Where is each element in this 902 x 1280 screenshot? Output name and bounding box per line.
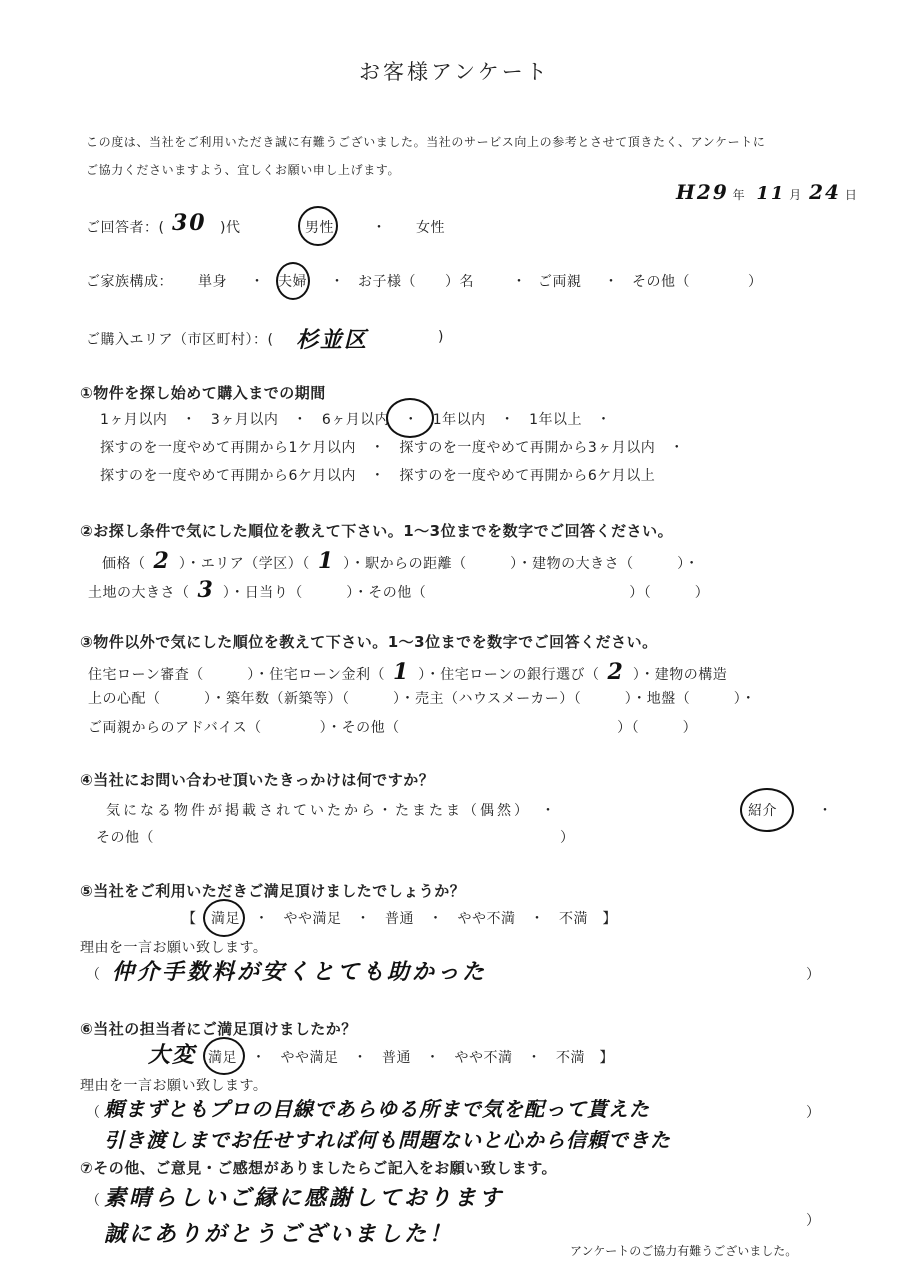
q1-line-1: 1ヶ月以内 ・ 3ヶ月以内 ・ 6ヶ月以内 ・ 1年以内 ・ 1年以上 ・ [100, 412, 612, 428]
q7-open: （ [86, 1193, 101, 1209]
q2-land-label: 土地の大きさ（ [88, 585, 190, 601]
family-children: お子様（ ）名 [358, 274, 474, 290]
q7-answer-line-1: 素晴らしいご縁に感謝しております [104, 1185, 505, 1211]
q2-line-1-rest: ）・駅からの距離（ ）・建物の大きさ（ ）・ [343, 556, 700, 572]
respondent-age-suffix: )代 [220, 220, 241, 236]
q5-title: ⑤当社をご利用いただきご満足頂けましたでしょうか？ [80, 882, 466, 900]
q7-close: ） [806, 1213, 821, 1229]
q5-answer: 仲介手数料が安くとても助かった [112, 959, 488, 985]
q3-line-1-rest: ）・建物の構造 [632, 667, 728, 683]
q5-answer-circle-mark [203, 899, 245, 937]
q2-land-rank: 3 [197, 577, 215, 603]
q3-line-2: 上の心配（ ）・築年数（新築等）（ ）・売主（ハウスメーカー）（ ）・地盤（ ）・ [88, 691, 756, 707]
q2-price-label: 価格（ [102, 556, 146, 572]
footer-thanks: アンケートのご協力有難うございました。 [570, 1244, 798, 1258]
q6-title: ⑥当社の担当者にご満足頂けましたか？ [80, 1020, 357, 1038]
family-parents: ご両親 [538, 274, 582, 290]
gender-male: 男性 [305, 220, 334, 236]
q1-line-3: 探すのを一度やめて再開から6ケ月以内 ・ 探すのを一度やめて再開から6ケ月以上 [100, 468, 656, 484]
intro-line-2: ご協力くださいますよう、宜しくお願い申し上げます。 [86, 163, 401, 177]
survey-date [676, 180, 857, 204]
q7-answer-line-2: 誠にありがとうございました！ [104, 1221, 455, 1247]
q2-price-rank: 2 [153, 548, 171, 574]
gender-female: 女性 [416, 220, 445, 236]
q6-options: 満足 ・ やや満足 ・ 普通 ・ やや不満 ・ 不満 】 [208, 1050, 614, 1066]
family-dot-2: ・ [330, 274, 345, 290]
q2-line-1 [102, 548, 699, 574]
date-era: H29 [676, 180, 729, 204]
q1-line-2: 探すのを一度やめて再開から1ケ月以内 ・ 探すのを一度やめて再開から3ヶ月以内 ・ [100, 440, 685, 456]
respondent-label: ご回答者：( [86, 220, 165, 236]
q1-title: ①物件を探し始めて購入までの期間 [80, 384, 326, 402]
intro-line-1: この度は、当社をご利用いただき誠に有難うございました。当社のサービス向上の参考とさせて頂きたく、アンケートに [86, 135, 766, 149]
q6-open: （ [86, 1105, 101, 1121]
q4-introduction: 紹介 [748, 803, 777, 819]
q5-close: ） [806, 967, 821, 983]
q3-line-3: ご両親からのアドバイス（ ）・その他（ ）（ ） [88, 720, 698, 736]
male-circle-mark [298, 206, 338, 246]
page-title: お客様アンケート [359, 60, 550, 84]
family-label: ご家族構成： [86, 274, 173, 290]
q6-reason-label: 理由を一言お願い致します。 [80, 1078, 268, 1094]
q3-bank-rank: 2 [607, 659, 625, 685]
q6-answer-line-2: 引き渡しまでお任せすれば何も問題ないと心から信頼できた [104, 1128, 671, 1152]
gender-dot: ・ [372, 220, 387, 236]
q2-line-2-rest: ）・日当り（ ）・その他（ ）（ ） [222, 585, 710, 601]
q6-answer-circle-mark [203, 1037, 245, 1075]
q5-reason-label: 理由を一言お願い致します。 [80, 940, 268, 956]
q6-answer-line-1: 頼まずともプロの目線であらゆる所まで気を配って貰えた [104, 1097, 650, 1121]
area-value: 杉並区 [296, 327, 369, 353]
q4-dot: ・ [818, 803, 833, 819]
q2-area-rank: 1 [317, 548, 336, 574]
q3-bank-label: ）・住宅ローンの銀行選び（ [418, 667, 600, 683]
q3-title: ③物件以外で気にした順位を教えて下さい。1～3位までを数字でご回答ください。 [80, 633, 658, 651]
q3-rate-rank: 1 [392, 659, 411, 685]
q4-line-2: その他（ ） [96, 830, 575, 846]
q5-open: （ [86, 967, 101, 983]
q1-answer-circle-mark [386, 398, 434, 438]
date-month: 11 [756, 183, 786, 204]
q2-title: ②お探し条件で気にした順位を教えて下さい。1～3位までを数字でご回答ください。 [80, 522, 674, 540]
q6-prefix: 大変 [148, 1042, 197, 1068]
family-single: 単身 [198, 274, 227, 290]
date-month-label: 月 [789, 188, 802, 202]
area-close: ) [438, 329, 444, 345]
q4-title: ④当社にお問い合わせ頂いたきっかけは何ですか？ [80, 771, 435, 789]
q2-line-2 [88, 577, 709, 603]
date-year-label: 年 [732, 188, 745, 202]
q4-answer-circle-mark [740, 788, 794, 832]
family-dot-4: ・ [604, 274, 619, 290]
q2-area-label: ）・エリア（学区）（ [178, 556, 310, 572]
respondent-age: 30 [172, 210, 207, 236]
family-other: その他（ ） [632, 274, 763, 290]
family-dot-1: ・ [250, 274, 265, 290]
q3-loan-label: 住宅ローン審査（ ）・住宅ローン金利（ [88, 667, 385, 683]
q7-title: ⑦その他、ご意見・ご感想がありましたらご記入をお願い致します。 [80, 1159, 558, 1177]
family-couple: 夫婦 [278, 274, 307, 290]
q4-line-1: 気になる物件が掲載されていたから・たまたま（偶然） ・ [106, 803, 558, 819]
date-day: 24 [809, 180, 841, 204]
family-dot-3: ・ [512, 274, 527, 290]
q5-options: 【 満足 ・ やや満足 ・ 普通 ・ やや不満 ・ 不満 】 [182, 911, 617, 927]
couple-circle-mark [276, 262, 310, 300]
q3-line-1 [88, 659, 727, 685]
date-day-label: 日 [844, 188, 857, 202]
q6-close: ） [806, 1105, 821, 1121]
area-label: ご購入エリア（市区町村）：( [86, 332, 274, 348]
